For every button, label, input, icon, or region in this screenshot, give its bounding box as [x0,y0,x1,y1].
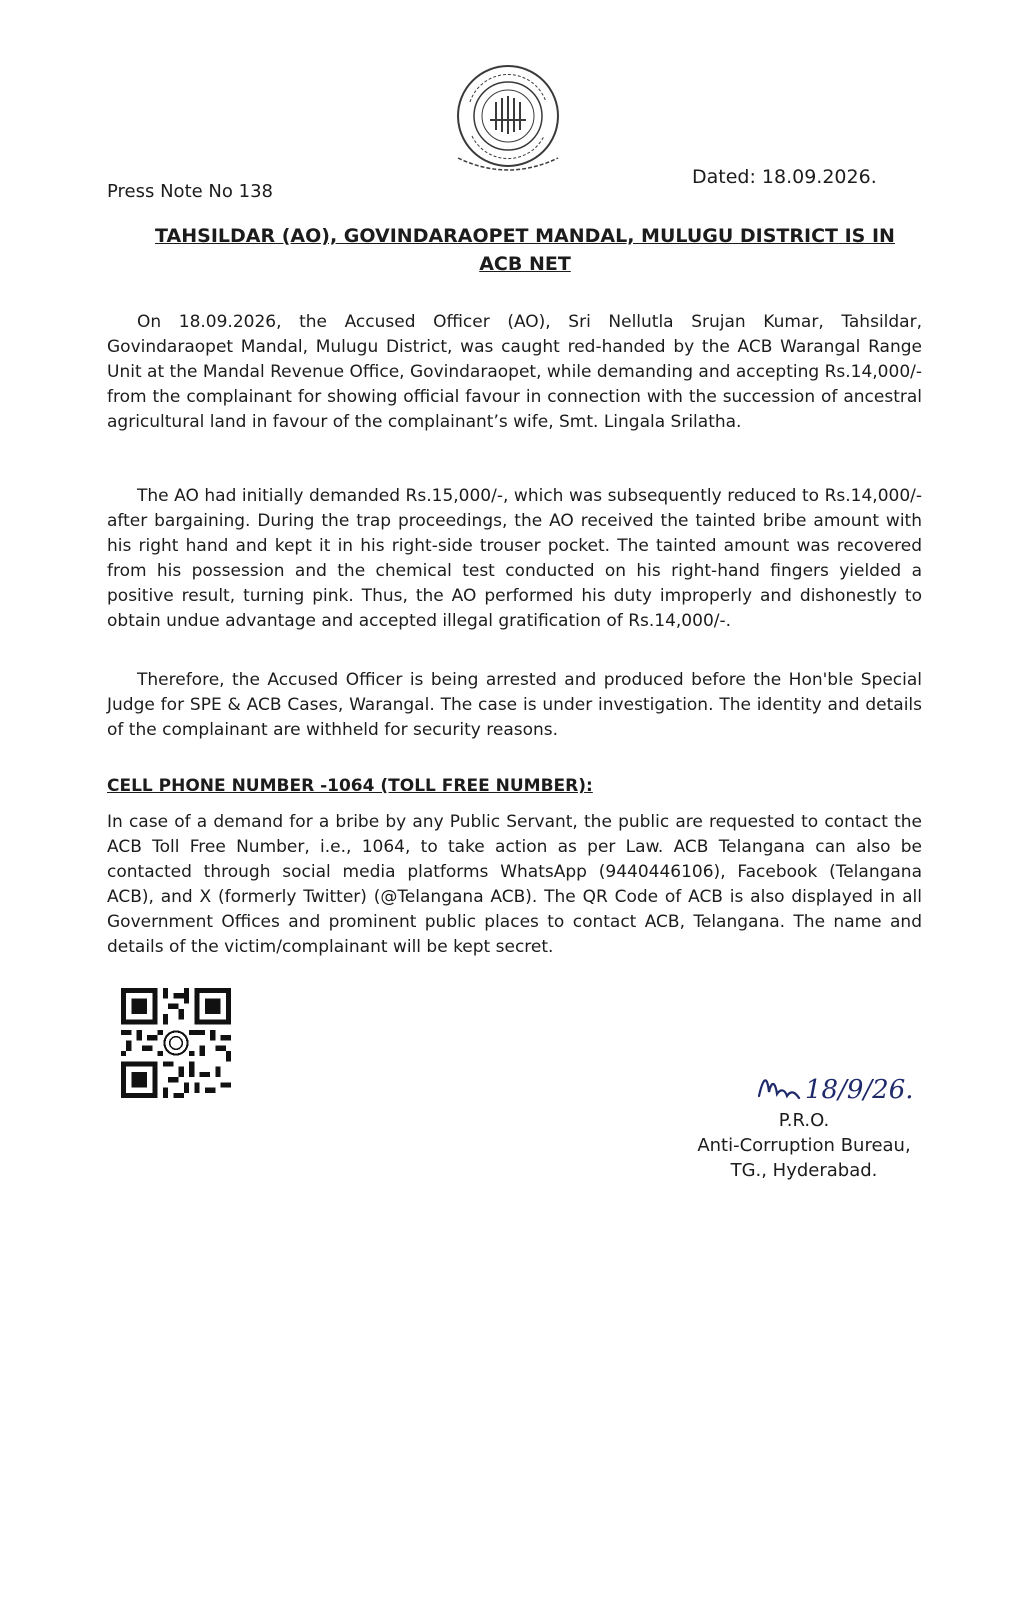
title-line-2: ACB NET [479,253,571,275]
signatory-office: Anti-Corruption Bureau, [697,1135,911,1156]
acb-qr-code [121,988,231,1098]
signature-date: 18/9/26. [805,1075,914,1105]
paragraph-contact-info: In case of a demand for a bribe by any Public Servant, the public are requested to contact the ACB Toll Free Number, i.e., 1064, to take action as per Law. ACB Telangana can also be contacted through social media platforms WhatsApp (9440446106), Facebook (Telangana ACB), and X (formerly Twitter) (@Telangana ACB). The QR Code of ACB is also displayed in all Government Offices and prominent public places to contact ACB, Telangana. The name and details of the victim/complainant will be kept secret. [107,812,922,957]
signatory-designation: P.R.O. [778,1110,830,1131]
paragraph-text: The AO had initially demanded Rs.15,000/-, which was subsequently reduced to Rs.14,000/- after bargaining. During the trap proceedings, the AO received the tainted bribe amount with his right hand and kept it in his right-side trouser pocket. The tainted amount was recovered from his possession and the chemical test conducted on his right-hand fingers yielded a positive result, turning pink. Thus, the AO performed his duty improperly and dishonestly to obtain undue advantage and accepted illegal gratification of Rs.14,000/-. [107,486,922,631]
paragraph-trap-proceedings [107,484,922,634]
paragraph-arrest-details [107,310,922,435]
signatory-location: TG., Hyderabad. [730,1160,878,1181]
handwritten-signature [755,1060,935,1110]
signature-block [684,1108,924,1183]
acb-seal-emblem [452,62,564,174]
paragraph-investigation-status [107,668,922,743]
press-note-date: Dated: 18.09.2026. [692,166,877,188]
press-note-title [130,222,920,278]
paragraph-text: On 18.09.2026, the Accused Officer (AO), Sri Nellutla Srujan Kumar, Tahsildar, Govindaraopet Mandal, Mulugu District, was caught red-handed by the ACB Warangal Range Unit at the Mandal Revenue Office, Govindaraopet, while demanding and accepting Rs.14,000/- from the complainant for showing official favour in connection with the succession of ancestral agricultural land in favour of the complainant’s wife, Smt. Lingala Srilatha. [107,312,922,432]
title-line-1: TAHSILDAR (AO), GOVINDARAOPET MANDAL, MULUGU DISTRICT IS IN [155,225,895,247]
toll-free-heading: CELL PHONE NUMBER -1064 (TOLL FREE NUMBER): [107,776,593,796]
paragraph-text: Therefore, the Accused Officer is being arrested and produced before the Hon'ble Special Judge for SPE & ACB Cases, Warangal. The case is under investigation. The identity and details of the complainant are withheld for security reasons. [107,670,922,740]
press-note-number: Press Note No 138 [107,181,273,202]
